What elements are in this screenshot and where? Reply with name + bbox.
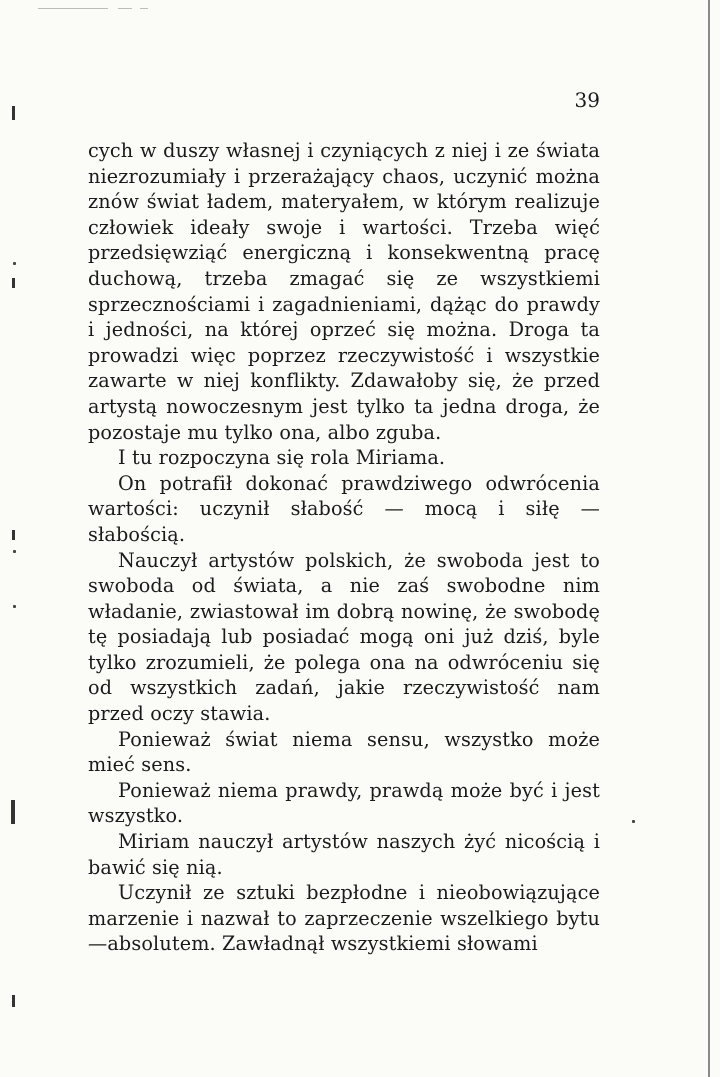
page-edge (708, 0, 710, 1077)
paragraph-8: Uczynił ze sztuki bezpłodne i nieobowiązujące marzenie i nazwał to zaprzeczenie wszelkiego bytu—absolutem. Zawładnął wszystkiemi słowami (88, 881, 600, 956)
scan-artifact-line (38, 8, 108, 9)
margin-dot (13, 605, 16, 608)
page-number: 39 (574, 88, 600, 112)
scan-artifact-line (118, 8, 132, 9)
paragraph-6: Ponieważ niema prawdy, prawdą może być i jest wszystko. (88, 778, 600, 828)
paragraph-1: cych w duszy własnej i czyniących z niej i ze świata niezrozumiały i przerażający chaos, uczynić można znów świat ładem, materyałem, w którym realizuje człowiek ideały swoje i wartości. Trzeba więć przedsięwziąć energiczną i konsekwentną pracę duchową, trzeba zmagać się ze wszystkiemi sprzecznościami i zagadnieniami, dążąc do prawdy i jedności, na której oprzeć się można. Droga ta prowadzi więc poprzez rzeczywistość i wszystkie zawarte w niej konflikty. Zdawałoby się, że przed artystą nowoczesnym jest tylko ta jedna droga, że pozostaje mu tylko ona, albo zguba. (88, 139, 600, 444)
paragraph-3: On potrafił dokonać prawdziwego odwrócenia wartości: uczynił słabość — mocą i siłę — słabością. (88, 471, 600, 546)
paragraph-5: Ponieważ świat niema sensu, wszystko może mieć sens. (88, 727, 600, 777)
body-text (88, 138, 600, 957)
scan-artifact-line (140, 8, 148, 9)
margin-mark (11, 800, 15, 824)
paragraph-7: Miriam nauczył artystów naszych żyć nicością i bawić się nią. (88, 830, 600, 879)
margin-mark (12, 278, 15, 288)
margin-dot (13, 550, 16, 553)
paragraph-4: Nauczył artystów polskich, że swoboda jest to swoboda od świata, a nie zaś swobodne nim władanie, zwiastował im dobrą nowinę, że swobodę tę posiadają lub posiadać mogą oni już dziś, byle tylko zrozumieli, że polega ona na odwróceniu się od wszystkich zadań, jakie rzeczywistość nam przed oczy stawia. (88, 548, 600, 726)
margin-mark (12, 106, 15, 120)
margin-dot (632, 820, 635, 823)
margin-mark (12, 530, 15, 540)
margin-mark (12, 995, 15, 1007)
paragraph-2: I tu rozpoczyna się rola Miriama. (118, 446, 446, 470)
margin-dot (13, 262, 16, 265)
